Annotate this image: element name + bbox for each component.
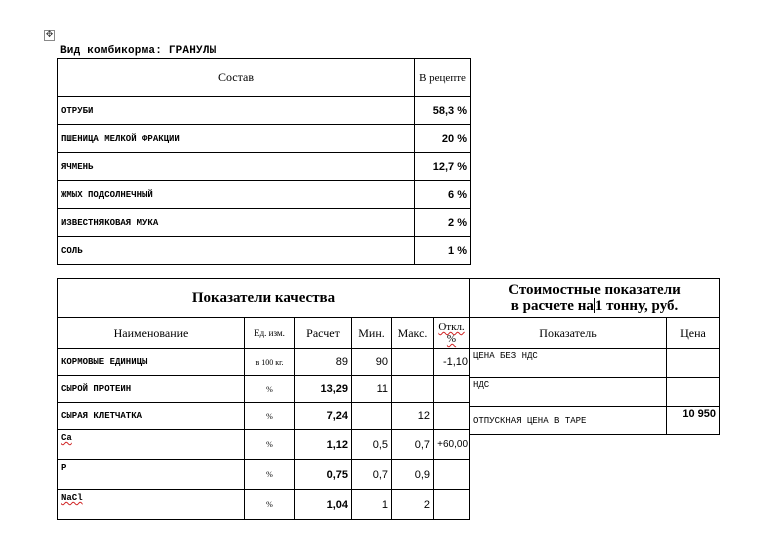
feed-type-label: Вид комбикорма: ГРАНУЛЫ [60, 45, 217, 57]
indicator-calc: 7,24 [295, 403, 352, 430]
column-header-dev-text: Откл. % [438, 321, 465, 345]
indicator-max: 0,9 [392, 460, 434, 490]
cost-indicator: ЦЕНА БЕЗ НДС [470, 349, 667, 378]
indicator-name: КОРМОВЫЕ ЕДИНИЦЫ [58, 349, 245, 376]
table-row [58, 97, 471, 125]
indicator-name: СЫРАЯ КЛЕТЧАТКА [58, 403, 245, 430]
indicator-unit: % [245, 403, 295, 430]
indicator-name [58, 430, 245, 460]
table-row [58, 430, 470, 460]
component-share: 20 % [415, 125, 471, 153]
indicator-calc: 1,04 [295, 490, 352, 520]
composition-table [57, 58, 471, 265]
indicator-calc: 1,12 [295, 430, 352, 460]
indicator-name: СЫРОЙ ПРОТЕИН [58, 376, 245, 403]
cost-price: 10 950 [667, 407, 720, 435]
component-share: 58,3 % [415, 97, 471, 125]
indicator-name-text: NaCl [61, 493, 83, 503]
column-header-dev [434, 318, 470, 349]
table-row [58, 349, 470, 376]
indicator-dev [434, 376, 470, 403]
table-row [58, 490, 470, 520]
table-row [58, 125, 471, 153]
cost-indicator: ОТПУСКНАЯ ЦЕНА В ТАРЕ [470, 407, 667, 435]
component-name: ПШЕНИЦА МЕЛКОЙ ФРАКЦИИ [58, 125, 415, 153]
indicator-calc: 0,75 [295, 460, 352, 490]
component-share: 12,7 % [415, 153, 471, 181]
column-header-calc: Расчет [295, 318, 352, 349]
column-header-price: Цена [667, 318, 720, 349]
table-row [58, 237, 471, 265]
cost-title [470, 279, 720, 318]
indicator-min: 11 [352, 376, 392, 403]
table-row [58, 403, 470, 430]
cost-title-line1: Стоимостные показатели [508, 282, 681, 298]
indicator-unit: % [245, 376, 295, 403]
indicator-name [58, 490, 245, 520]
indicator-dev: +60,00 [434, 430, 470, 460]
indicator-unit: в 100 кг. [245, 349, 295, 376]
cost-price [667, 349, 720, 378]
component-name: ОТРУБИ [58, 97, 415, 125]
indicator-min: 1 [352, 490, 392, 520]
indicator-max: 2 [392, 490, 434, 520]
composition-header-share: В рецепте [415, 59, 471, 97]
indicator-unit: % [245, 490, 295, 520]
column-header-name: Наименование [58, 318, 245, 349]
cost-title-line2 [473, 298, 716, 314]
table-row [58, 181, 471, 209]
cost-title-line2a: в расчете на [510, 298, 594, 314]
component-share: 2 % [415, 209, 471, 237]
indicator-min: 0,7 [352, 460, 392, 490]
component-name: СОЛЬ [58, 237, 415, 265]
indicator-min: 90 [352, 349, 392, 376]
indicator-max: 0,7 [392, 430, 434, 460]
table-move-handle-icon[interactable]: ✥ [45, 30, 54, 40]
table-row [58, 460, 470, 490]
indicator-min: 0,5 [352, 430, 392, 460]
indicator-dev: -1,10 [434, 349, 470, 376]
column-header-unit: Ед. изм. [245, 318, 295, 349]
indicator-calc: 89 [295, 349, 352, 376]
column-header-indicator: Показатель [470, 318, 667, 349]
component-name: ЖМЫХ ПОДСОЛНЕЧНЫЙ [58, 181, 415, 209]
quality-table [57, 278, 470, 520]
indicator-dev [434, 460, 470, 490]
component-share: 6 % [415, 181, 471, 209]
indicator-unit: % [245, 430, 295, 460]
cost-indicator: НДС [470, 378, 667, 407]
indicator-calc: 13,29 [295, 376, 352, 403]
indicator-dev [434, 403, 470, 430]
column-header-max: Макс. [392, 318, 434, 349]
component-share: 1 % [415, 237, 471, 265]
component-name: ИЗВЕСТНЯКОВАЯ МУКА [58, 209, 415, 237]
column-header-min: Мин. [352, 318, 392, 349]
table-row [58, 209, 471, 237]
table-row [470, 349, 720, 378]
indicator-unit: % [245, 460, 295, 490]
cost-table [469, 278, 720, 435]
quality-title: Показатели качества [58, 279, 470, 318]
indicator-dev [434, 490, 470, 520]
table-row [470, 407, 720, 435]
indicator-max [392, 349, 434, 376]
table-row [58, 153, 471, 181]
indicator-max: 12 [392, 403, 434, 430]
indicator-name: P [58, 460, 245, 490]
cost-price [667, 378, 720, 407]
cost-title-line2b: 1 тонну, руб. [594, 298, 679, 314]
indicator-max [392, 376, 434, 403]
indicator-min [352, 403, 392, 430]
table-row [58, 376, 470, 403]
table-row [470, 378, 720, 407]
indicator-name-text: Ca [61, 433, 72, 443]
component-name: ЯЧМЕНЬ [58, 153, 415, 181]
composition-header-component: Состав [58, 59, 415, 97]
